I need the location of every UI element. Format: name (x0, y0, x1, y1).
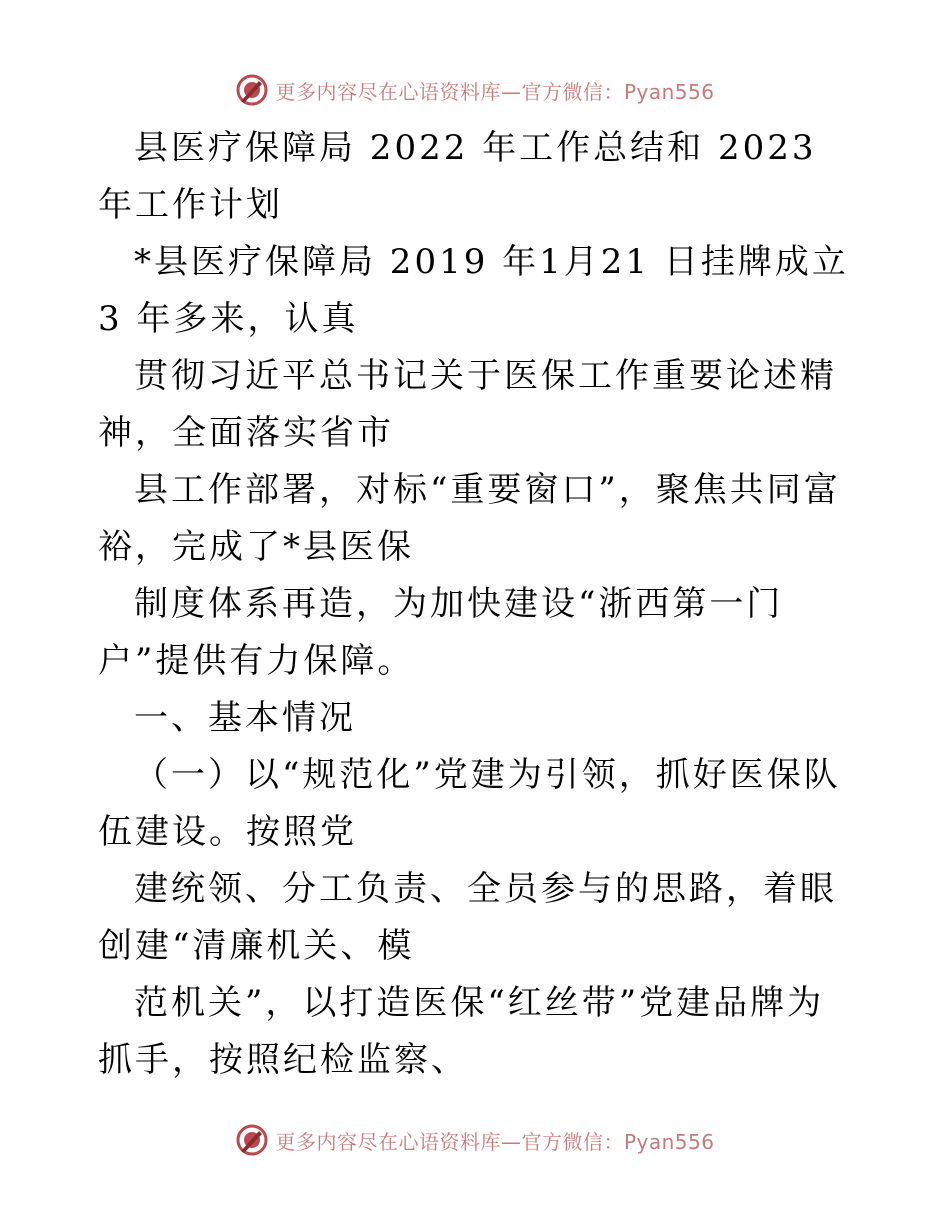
paragraph: 建统领、分工负责、全员参与的思路，着眼创建“清廉机关、模 (98, 869, 837, 966)
document-title: 县医疗保障局 2022 年工作总结和 2023 年工作计划 (98, 128, 817, 225)
paragraph: *县医疗保障局 2019 年1月21 日挂牌成立 3 年多来，认真 (98, 242, 849, 339)
paragraph: 制度体系再造，为加快建设“浙西第一门户”提供有力保障。 (98, 584, 784, 681)
paragraph: 贯彻习近平总书记关于医保工作重要论述精神，全面落实省市 (98, 356, 837, 453)
quill-seal-icon (235, 73, 269, 107)
section-heading: 一、基本情况 (134, 698, 356, 738)
paragraph: 县工作部署，对标“重要窗口”，聚焦共同富裕，完成了*县医保 (98, 470, 841, 567)
paragraph: 范机关”，以打造医保“红丝带”党建品牌为抓手，按照纪检监察、 (98, 983, 825, 1080)
watermark-text: 更多内容尽在心语资料库—官方微信：Pyan556 (275, 79, 715, 104)
document-body (98, 120, 858, 1089)
header-watermark (0, 70, 950, 110)
footer-watermark (0, 1120, 950, 1160)
watermark-text: 更多内容尽在心语资料库—官方微信：Pyan556 (275, 1129, 715, 1154)
paragraph: （一）以“规范化”党建为引领，抓好医保队伍建设。按照党 (98, 755, 841, 852)
quill-seal-icon (235, 1123, 269, 1157)
